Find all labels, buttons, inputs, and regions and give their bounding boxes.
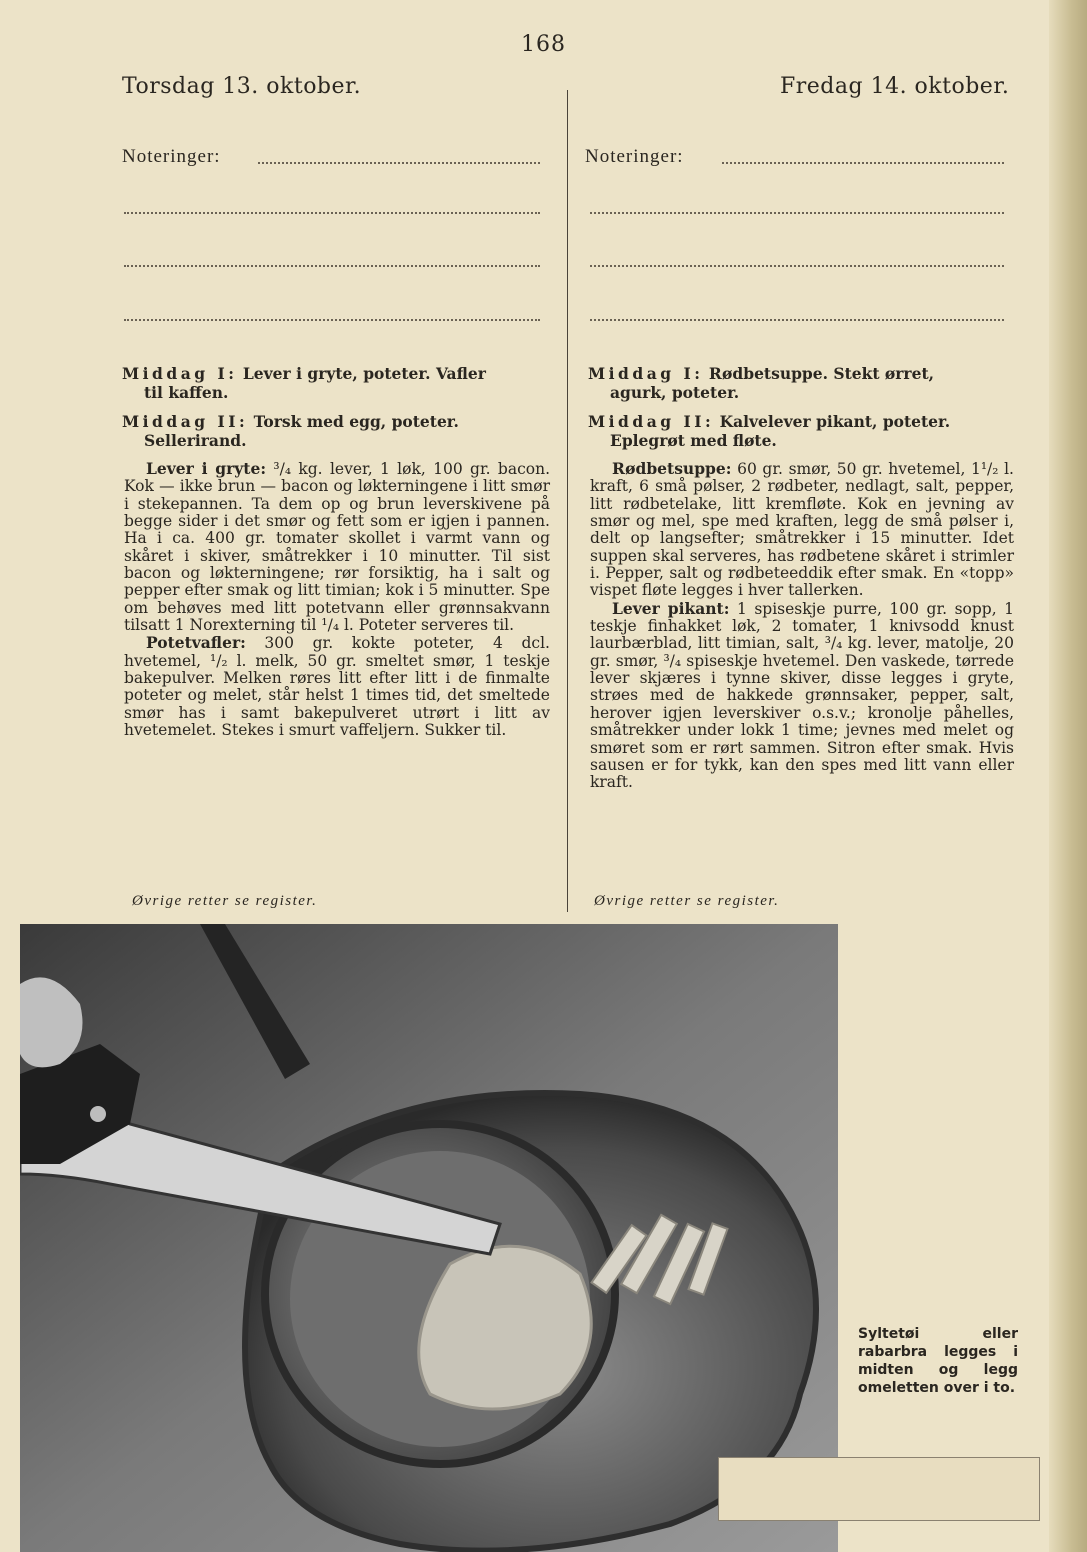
page-edge	[1049, 0, 1087, 1552]
omelette-photo	[20, 924, 838, 1552]
recipe-body: 1 spiseskje purre, 100 gr. sopp, 1 teskje finhakket løk, 2 tomater, 1 knivsodd knust laurbærblad, litt timian, salt, ³/₄ kg. lever, matolje, 20 gr. smør, ³/₄ spiseskje hvetemel. Den vaskede, tørrede lever skjæres i tynne skiver, disse legges i gryte, strøes med de hakkede grønnsaker, pepper, salt, herover igjen leverskiver o.s.v.; kronolje påhelles, småtrekker under lokk 1 time; jevnes med melet og smøret som er rørt sammen. Sitron efter smak. Hvis sausen er for tykk, kan den spes med litt vann eller kraft.	[590, 599, 1015, 792]
recipe-paragraph	[590, 600, 1014, 792]
right-day-title: Fredag 14. oktober.	[780, 74, 1010, 99]
left-notes-line[interactable]	[124, 265, 540, 267]
right-menu-1	[588, 364, 1018, 402]
right-menu-2	[588, 412, 1018, 450]
menu-text-cont: Sellerirand.	[144, 431, 247, 450]
column-divider	[567, 90, 568, 912]
right-notes-line[interactable]	[722, 162, 1004, 164]
left-menu-2	[122, 412, 552, 450]
recipe-paragraph	[124, 460, 550, 634]
menu-text: Lever i gryte, poteter. Vafler	[242, 364, 486, 383]
left-recipe-text	[124, 460, 550, 740]
recipe-paragraph	[590, 460, 1014, 600]
photo-caption: Syltetøi eller rabarbra legges i midten og legg omeletten over i to.	[858, 1326, 1018, 1396]
blank-frame	[718, 1457, 1040, 1521]
menu-text-cont: til kaffen.	[144, 383, 229, 402]
menu-label: Middag II:	[122, 412, 249, 431]
recipe-name: Potetvafler:	[146, 633, 246, 653]
menu-text-cont: Eplegrøt med fløte.	[610, 431, 777, 450]
recipe-name: Rødbetsuppe:	[612, 459, 732, 478]
left-footer-note: Øvrige retter se register.	[132, 893, 318, 909]
left-notes-line[interactable]	[124, 212, 540, 214]
menu-text: Rødbetsuppe. Stekt ørret,	[708, 364, 935, 383]
right-notes-line[interactable]	[590, 319, 1004, 321]
right-notes-line[interactable]	[590, 265, 1004, 267]
left-notes-label: Noteringer:	[122, 146, 221, 167]
left-day-title: Torsdag 13. oktober.	[122, 74, 362, 99]
left-notes-line[interactable]	[258, 162, 540, 164]
menu-text: Torsk med egg, poteter.	[253, 412, 459, 431]
omelette-illustration	[20, 924, 838, 1552]
left-menu-1	[122, 364, 552, 402]
recipe-name: Lever pikant:	[612, 598, 730, 618]
menu-label: Middag I:	[122, 364, 238, 383]
menu-text: Kalvelever pikant, poteter.	[719, 412, 951, 431]
menu-text-cont: agurk, poteter.	[610, 383, 740, 402]
recipe-body: ³/₄ kg. lever, 1 løk, 100 gr. bacon. Kok — ikke brun — bacon og løkterningene i litt smør i stekepannen. Ta dem op og brun leverskivene på begge sider i det smør og fett som er igjen i pannen. Ha i ca. 400 gr. tomater skollet i varmt vann og skåret i skiver, småtrekker i 10 minutter. Til sist bacon og løkterningene; rør forsiktig, ha i salt og pepper efter smak og litt timian; kok i 5 minutter. Spe om behøves med litt potetvann eller grønnsakvann tilsatt 1 Norexterning til ¹/₄ l. Poteter serveres til.	[124, 460, 550, 635]
right-recipe-text	[590, 460, 1014, 792]
recipe-body: 300 gr. kokte poteter, 4 dcl. hvetemel, ¹/₂ l. melk, 50 gr. smeltet smør, 1 teskje bakepulver. Melken røres litt efter litt i de finmalte poteter og melet, står helst 1 times tid, det smeltede smør has i samt bakepulveret utrørt i litt av hvetemelet. Stekes i smurt vaffeljern. Sukker til.	[124, 634, 550, 740]
page-number: 168	[521, 32, 566, 57]
recipe-name: Lever i gryte:	[146, 459, 267, 478]
menu-label: Middag I:	[588, 364, 704, 383]
right-footer-note: Øvrige retter se register.	[594, 893, 780, 909]
recipe-paragraph	[124, 634, 550, 739]
right-notes-label: Noteringer:	[585, 146, 684, 167]
menu-label: Middag II:	[588, 412, 715, 431]
left-notes-line[interactable]	[124, 319, 540, 321]
right-notes-line[interactable]	[590, 212, 1004, 214]
recipe-body: 60 gr. smør, 50 gr. hvetemel, 1¹/₂ l. kraft, 6 små pølser, 2 rødbeter, nedlagt, salt, pepper, litt rødbetelake, litt kremfløte. Kok en jevning av smør og mel, spe med kraften, legg de små pølser i, delt op langsefter; småtrekker i 15 minutter. Idet suppen skal serveres, has rødbetene skåret i strimler i. Pepper, salt og rødbeteeddik efter smak. En «topp» vispet fløte legges i hver tallerken.	[590, 460, 1014, 600]
